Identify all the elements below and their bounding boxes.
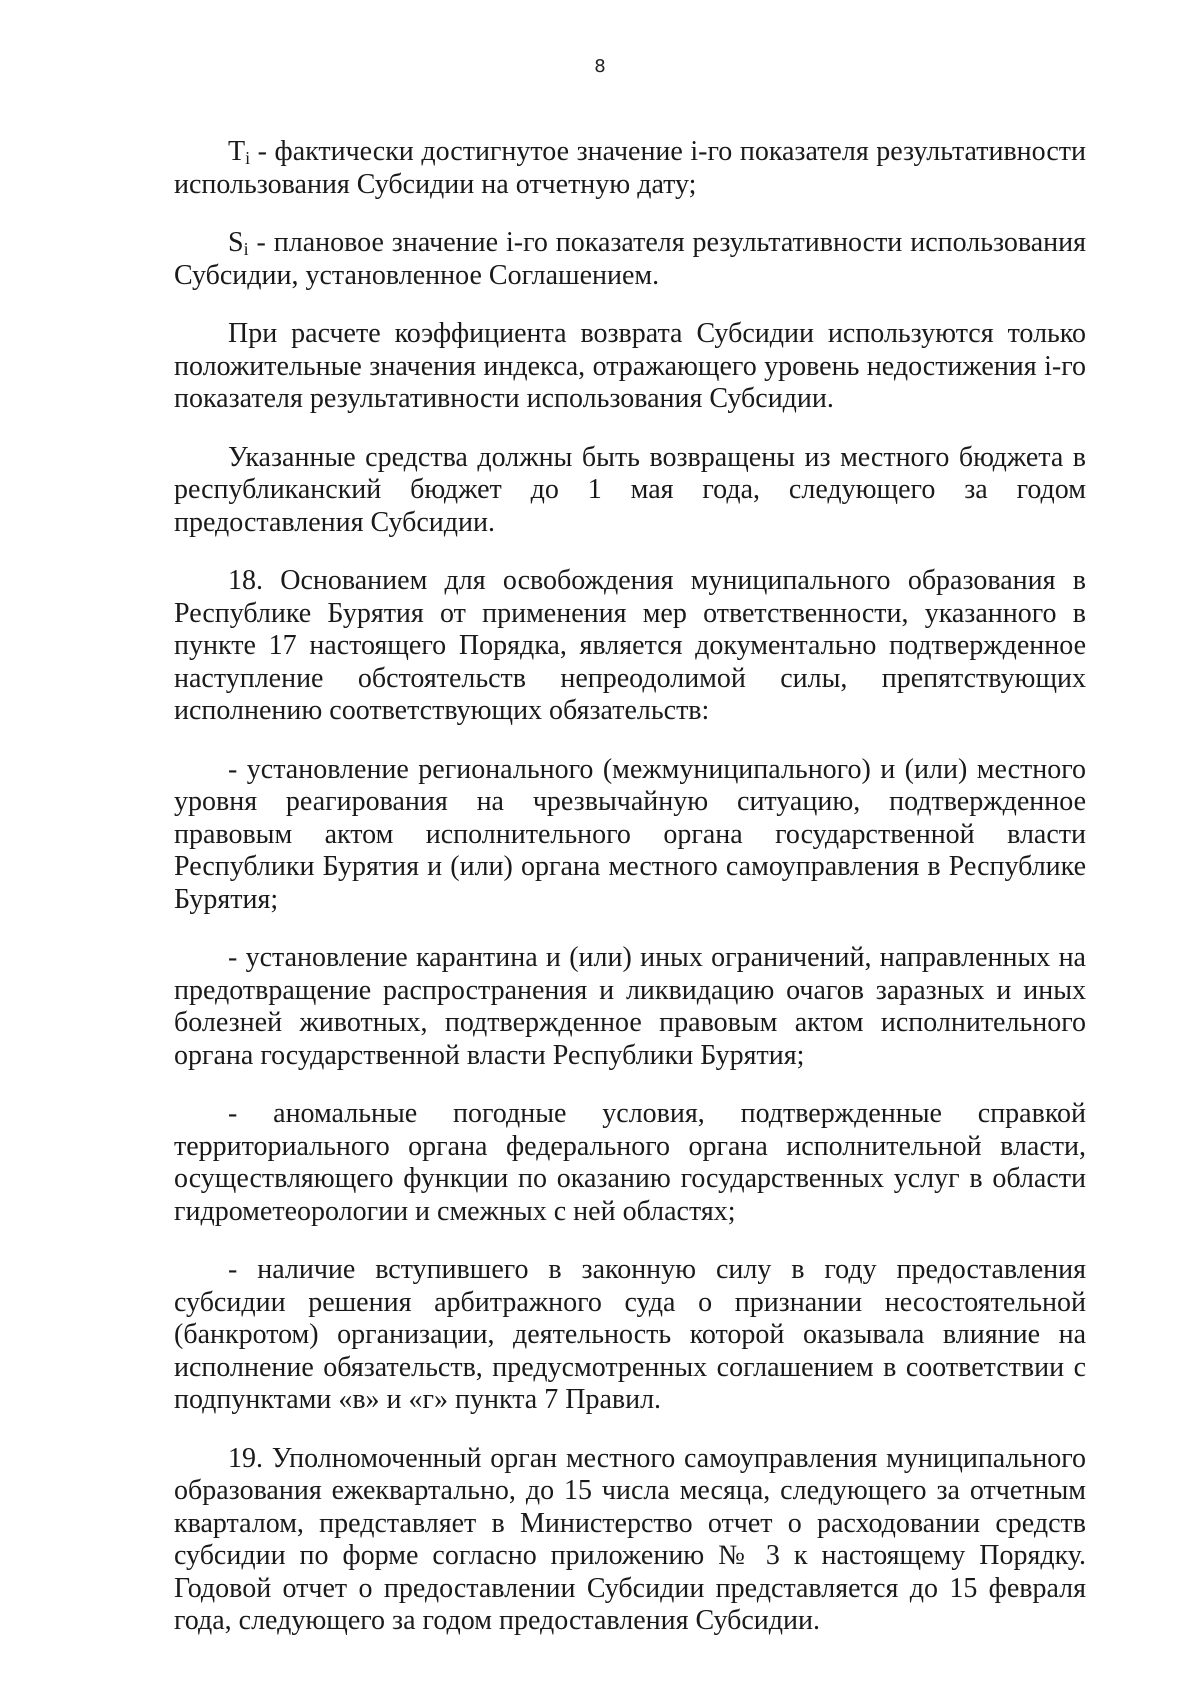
subscript-i: i — [243, 239, 249, 259]
list-item-emergency: - установление регионального (межмуниципального) и (или) местного уровня реагирования на чрезвычайную ситуацию, подтвержденное правовым актом исполнительного органа государственной власти Республики Бурятия и (или) органа местного самоуправления в Республике Бурятия; — [174, 753, 1086, 915]
symbol-s: S — [228, 227, 244, 258]
list-item-bankruptcy: - наличие вступившего в законную силу в году предоставления субсидии решения арбитражного суда о признании несостоятельной (банкротом) организации, деятельность которой оказывала влияние на исполнение обязательств, предусмотренных соглашением в соответствии с подпунктами «в» и «г» пункта 7 Правил. — [174, 1254, 1086, 1415]
document-body — [174, 136, 1086, 1664]
subscript-i: i — [245, 148, 251, 168]
clause-18: 18. Основанием для освобождения муниципального образования в Республике Бурятия от применения мер ответственности, указанного в пункте 17 настоящего Порядка, является документально подтвержденное наступление обстоятельств непреодолимой силы, препятствующих исполнению соответствующих обязательств: — [174, 565, 1086, 726]
definition-ti — [174, 136, 1086, 201]
symbol-t: T — [228, 136, 246, 167]
list-item-weather: - аномальные погодные условия, подтвержденные справкой территориального органа федерального органа исполнительной власти, осуществляющего функции по оказанию государственных услуг в области гидрометеорологии и смежных с ней областях; — [174, 1098, 1086, 1227]
definition-si-text: - плановое значение i-го показателя результативности использования Субсидии, установленное Соглашением. — [174, 227, 1086, 291]
paragraph-return-coefficient: При расчете коэффициента возврата Субсидии используются только положительные значения индекса, отражающего уровень недостижения i-го показателя результативности использования Субсидии. — [174, 318, 1086, 414]
definition-si — [174, 227, 1086, 292]
page-number: 8 — [594, 56, 606, 77]
definition-ti-text: - фактически достигнутое значение i-го показателя результативности использования Субсидии на отчетную дату; — [174, 136, 1086, 200]
list-item-quarantine: - установление карантина и (или) иных ограничений, направленных на предотвращение распространения и ликвидацию очагов заразных и иных болезней животных, подтвержденное правовым актом исполнительного органа государственной власти Республики Бурятия; — [174, 942, 1086, 1071]
clause-19: 19. Уполномоченный орган местного самоуправления муниципального образования ежеквартально, до 15 числа месяца, следующего за отчетным кварталом, представляет в Министерство отчет о расходовании средств субсидии по форме согласно приложению № 3 к настоящему Порядку. Годовой отчет о предоставлении Субсидии представляется до 15 февраля года, следующего за годом предоставления Субсидии. — [174, 1442, 1086, 1636]
paragraph-refund-deadline: Указанные средства должны быть возвращены из местного бюджета в республиканский бюджет до 1 мая года, следующего за годом предоставления Субсидии. — [174, 441, 1086, 538]
